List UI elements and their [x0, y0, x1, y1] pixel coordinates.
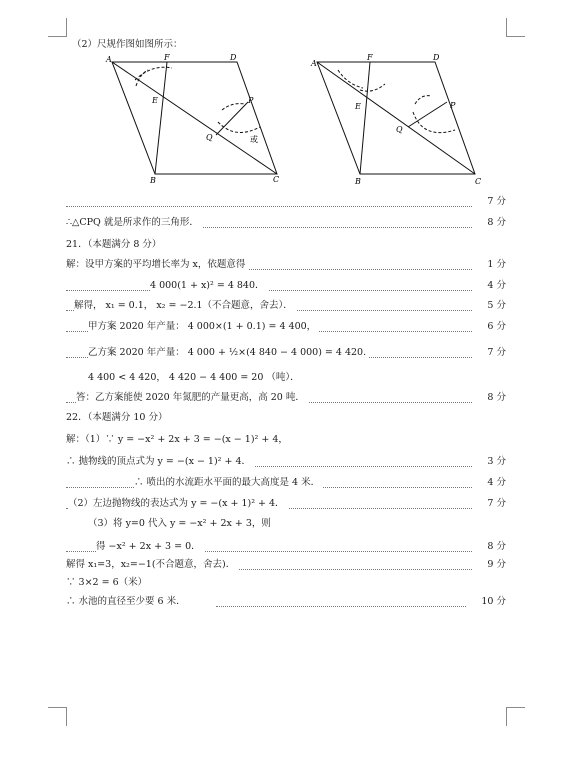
line-score: 6 分: [484, 318, 506, 336]
line-text: 得 −x² + 2x + 3 = 0．: [96, 538, 204, 556]
answer-line-12: [66, 431, 506, 449]
construction-figure-2: [305, 52, 495, 187]
answer-line-7: [66, 318, 506, 336]
line-score: 8 分: [484, 538, 506, 556]
fig2-label-q: Q: [396, 125, 403, 134]
line-text: （3）将 y=0 代入 y = −x² + 2x + 3，则: [88, 515, 274, 533]
line-score: 10 分: [478, 593, 506, 611]
fig2-label-e: E: [355, 102, 361, 111]
fig1-label-a: A: [106, 55, 112, 64]
line-text: 4 400 < 4 420， 4 420 − 4 400 = 20 （吨）．: [88, 369, 303, 387]
answer-line-20: [66, 593, 506, 611]
fig1-label-c: C: [273, 175, 280, 184]
fig2-label-p: P: [450, 101, 456, 110]
fig2-label-d: D: [433, 53, 440, 62]
part2-header: （2）尺规作图如图所示：: [72, 39, 183, 50]
fig1-label-p: P: [248, 96, 254, 105]
fig1-label-q: Q: [206, 133, 213, 142]
line-text: ∴△CPQ 就是所求作的三角形．: [66, 214, 202, 232]
line-score: 5 分: [484, 297, 506, 315]
answer-line-2: [66, 214, 506, 232]
answer-line-16: [66, 515, 506, 533]
line-text: ∴ 喷出的水流距水平面的最大高度是 4 米．: [134, 474, 323, 492]
line-score: 8 分: [484, 389, 506, 407]
fig2-label-b: B: [355, 177, 361, 186]
leader-dots: [66, 188, 472, 207]
fig1-label-e: E: [152, 96, 158, 105]
crop-mark-bottom-left: [48, 707, 67, 726]
crop-mark-top-left: [48, 18, 67, 37]
line-text: 甲方案 2020 年产量： 4 000×(1 + 0.1) = 4 400，: [88, 318, 319, 336]
line-score: 7 分: [484, 344, 506, 362]
fig1-label-d: D: [230, 53, 237, 62]
line-text: ∵ 3×2 = 6（米）: [66, 574, 150, 592]
answer-line-10: [66, 389, 506, 407]
line-score: 3 分: [484, 453, 506, 471]
answer-line-11: [66, 409, 506, 427]
fig2-label-f: F: [367, 53, 373, 62]
leader-dots: [66, 272, 472, 291]
line-score: 9 分: [484, 556, 506, 574]
fig1-label-extra: 或: [250, 135, 258, 144]
line-text: （2）左边抛物线的表达式为 y = −(x + 1)² + 4．: [68, 495, 288, 513]
line-text: 乙方案 2020 年产量： 4 000 + ½×(4 840 − 4 000) = 4 420.: [88, 344, 369, 362]
line-score: 4 分: [484, 277, 506, 295]
crop-mark-bottom-right: [506, 707, 525, 726]
answer-line-15: [66, 495, 506, 513]
line-text: 22．（本题满分 10 分）: [66, 409, 170, 427]
line-text: ∴ 抛物线的顶点式为 y = −(x − 1)² + 4．: [66, 453, 254, 471]
line-score: 7 分: [484, 193, 506, 211]
crop-mark-top-right: [506, 18, 525, 37]
answer-line-8: [66, 344, 506, 362]
fig2-label-a: A: [311, 59, 317, 68]
line-text: 解得 x₁=3，x₂=−1(不合题意，舍去)．: [66, 556, 238, 574]
fig1-label-f: F: [164, 53, 170, 62]
line-score: 7 分: [484, 495, 506, 513]
line-text: 4 000(1 + x)² = 4 840．: [150, 277, 268, 295]
line-score: 8 分: [484, 214, 506, 232]
line-text: 解得， x₁ = 0.1， x₂ = −2.1（不合题意，舍去）．: [74, 297, 296, 315]
answer-line-18: [66, 556, 506, 574]
construction-figure-1: [100, 52, 290, 187]
fig1-label-b: B: [150, 176, 156, 185]
leader-dots: [216, 588, 466, 607]
line-text: 21．（本题满分 8 分）: [66, 236, 164, 254]
line-score: 1 分: [484, 256, 506, 274]
line-text: 解：设甲方案的平均增长率为 x，依题意得: [66, 256, 248, 274]
line-text: 解：（1）∵ y = −x² + 2x + 3 = −(x − 1)² + 4，: [66, 431, 291, 449]
fig2-label-c: C: [475, 177, 482, 186]
line-text: 答：乙方案能使 2020 年氮肥的产量更高，高 20 吨．: [76, 389, 308, 407]
line-score: 4 分: [484, 474, 506, 492]
line-text: ∴ 水池的直径至少要 6 米．: [66, 593, 189, 611]
